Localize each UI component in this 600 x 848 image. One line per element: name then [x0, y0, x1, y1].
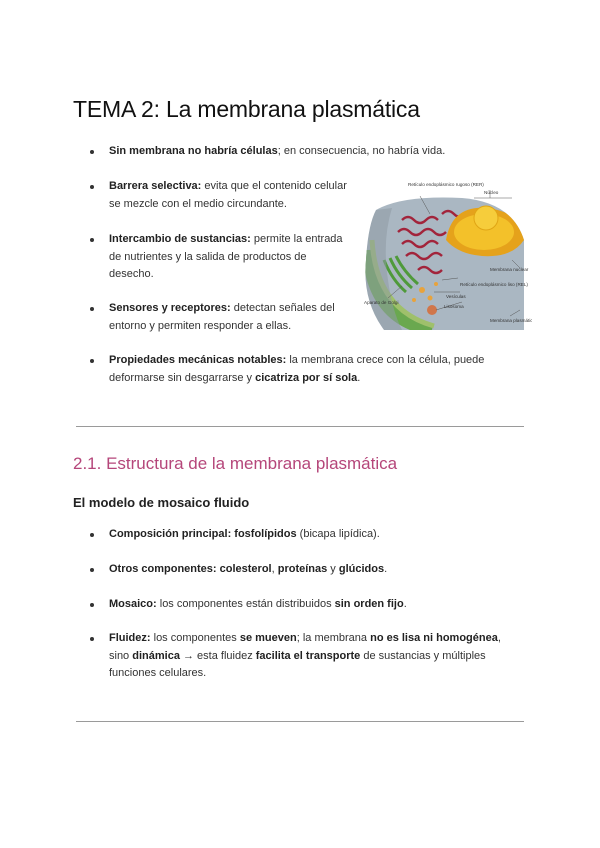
- bullet-dot: [90, 185, 94, 189]
- label-nucleo: Núcleo: [484, 190, 499, 195]
- bullet-text: ; la membrana: [296, 632, 371, 644]
- label-vesiculas: Vesículas: [446, 294, 466, 299]
- label-rer: Retículo endoplásmico rugoso (RER): [408, 182, 484, 187]
- bullet-bold: no es lisa ni homogénea: [370, 632, 498, 644]
- label-lisosoma: Lisosoma: [444, 304, 464, 309]
- bullet-dot: [90, 637, 94, 641]
- bullet-bold: Composición principal: fosfolípidos: [109, 528, 297, 540]
- divider: [76, 721, 524, 722]
- section-bullet-2: [90, 561, 505, 579]
- bullet-text: (bicapa lipídica).: [296, 528, 380, 540]
- cell-diagram-image: [362, 180, 532, 330]
- bullet-text: la membrana crece con la célula, puede deformarse sin desgarrarse y: [109, 354, 485, 384]
- bullet-bold: Barrera selectiva:: [109, 180, 202, 192]
- bullet-text: los componentes están distribuidos: [156, 598, 335, 610]
- bullet-bold: se mueven: [239, 632, 297, 644]
- divider: [76, 426, 524, 427]
- bullet-bold: Sin membrana no habría células: [109, 145, 278, 157]
- bullet-bold: sin orden fijo: [334, 598, 404, 610]
- section-bullet-3: [90, 596, 505, 614]
- bullet-text: , sino: [109, 632, 501, 662]
- bullet-bold: Fluidez:: [109, 632, 151, 644]
- label-membrana-nuclear: Membrana nuclear: [490, 267, 529, 272]
- bullet-bold: cicatriza por sí sola: [255, 371, 358, 384]
- page-title: TEMA 2: La membrana plasmática: [73, 96, 420, 122]
- label-golgi: Aparato de Golgi: [364, 300, 399, 305]
- bullet-bold: Otros componentes: colesterol: [109, 563, 272, 575]
- subsection-heading: El modelo de mosaico fluido: [73, 495, 250, 510]
- section-bullet-4: [90, 630, 505, 683]
- bullet-bold: dinámica: [132, 649, 180, 662]
- bullet-dot: [90, 150, 94, 154]
- bullet-dot: [90, 359, 94, 363]
- bullet-text: .: [357, 371, 361, 384]
- bullet-dot: [90, 238, 94, 242]
- cell-figure: [362, 180, 532, 330]
- intro-bullet-1: [90, 143, 450, 161]
- bullet-bold: Sensores y receptores:: [109, 302, 231, 314]
- bullet-dot: [90, 307, 94, 311]
- bullet-bold: proteínas: [277, 563, 328, 575]
- bullet-text: evita que el contenido celular se mezcle con el medio circundante.: [109, 180, 347, 210]
- section-heading: 2.1. Estructura de la membrana plasmática: [73, 454, 398, 473]
- section-bullet-1: [90, 526, 505, 544]
- bullet-text: ; en consecuencia, no habría vida.: [277, 145, 446, 157]
- intro-bullet-2: [90, 178, 352, 213]
- intro-bullet-3: [90, 231, 352, 284]
- bullet-dot: [90, 603, 94, 607]
- intro-bullet-5: [90, 352, 505, 387]
- bullet-text: y: [327, 563, 339, 575]
- bullet-bold: glúcidos: [338, 563, 385, 575]
- bullet-text: .: [403, 598, 407, 610]
- label-rel: Retículo endoplásmico liso (REL): [460, 282, 528, 287]
- bullet-text: permite la entrada de nutrientes y la salida de productos de desecho.: [109, 233, 343, 280]
- bullet-bold: facilita el transporte: [255, 649, 361, 662]
- bullet-text: .: [384, 563, 388, 575]
- bullet-bold: Intercambio de sustancias:: [109, 233, 251, 245]
- bullet-text: ,: [271, 563, 278, 575]
- bullet-dot: [90, 568, 94, 572]
- bullet-text: → esta fluidez: [179, 649, 256, 662]
- bullet-bold: Propiedades mecánicas notables:: [109, 354, 287, 366]
- bullet-text: de sustancias y múltiples funciones celulares.: [109, 649, 486, 679]
- intro-bullet-4: [90, 300, 352, 335]
- label-membrana-plasmatica: Membrana plasmática: [490, 318, 532, 323]
- bullet-bold: Mosaico:: [109, 598, 157, 610]
- bullet-text: los componentes: [150, 632, 240, 644]
- bullet-dot: [90, 533, 94, 537]
- bullet-text: detectan señales del entorno y permiten responder a ellas.: [109, 302, 335, 332]
